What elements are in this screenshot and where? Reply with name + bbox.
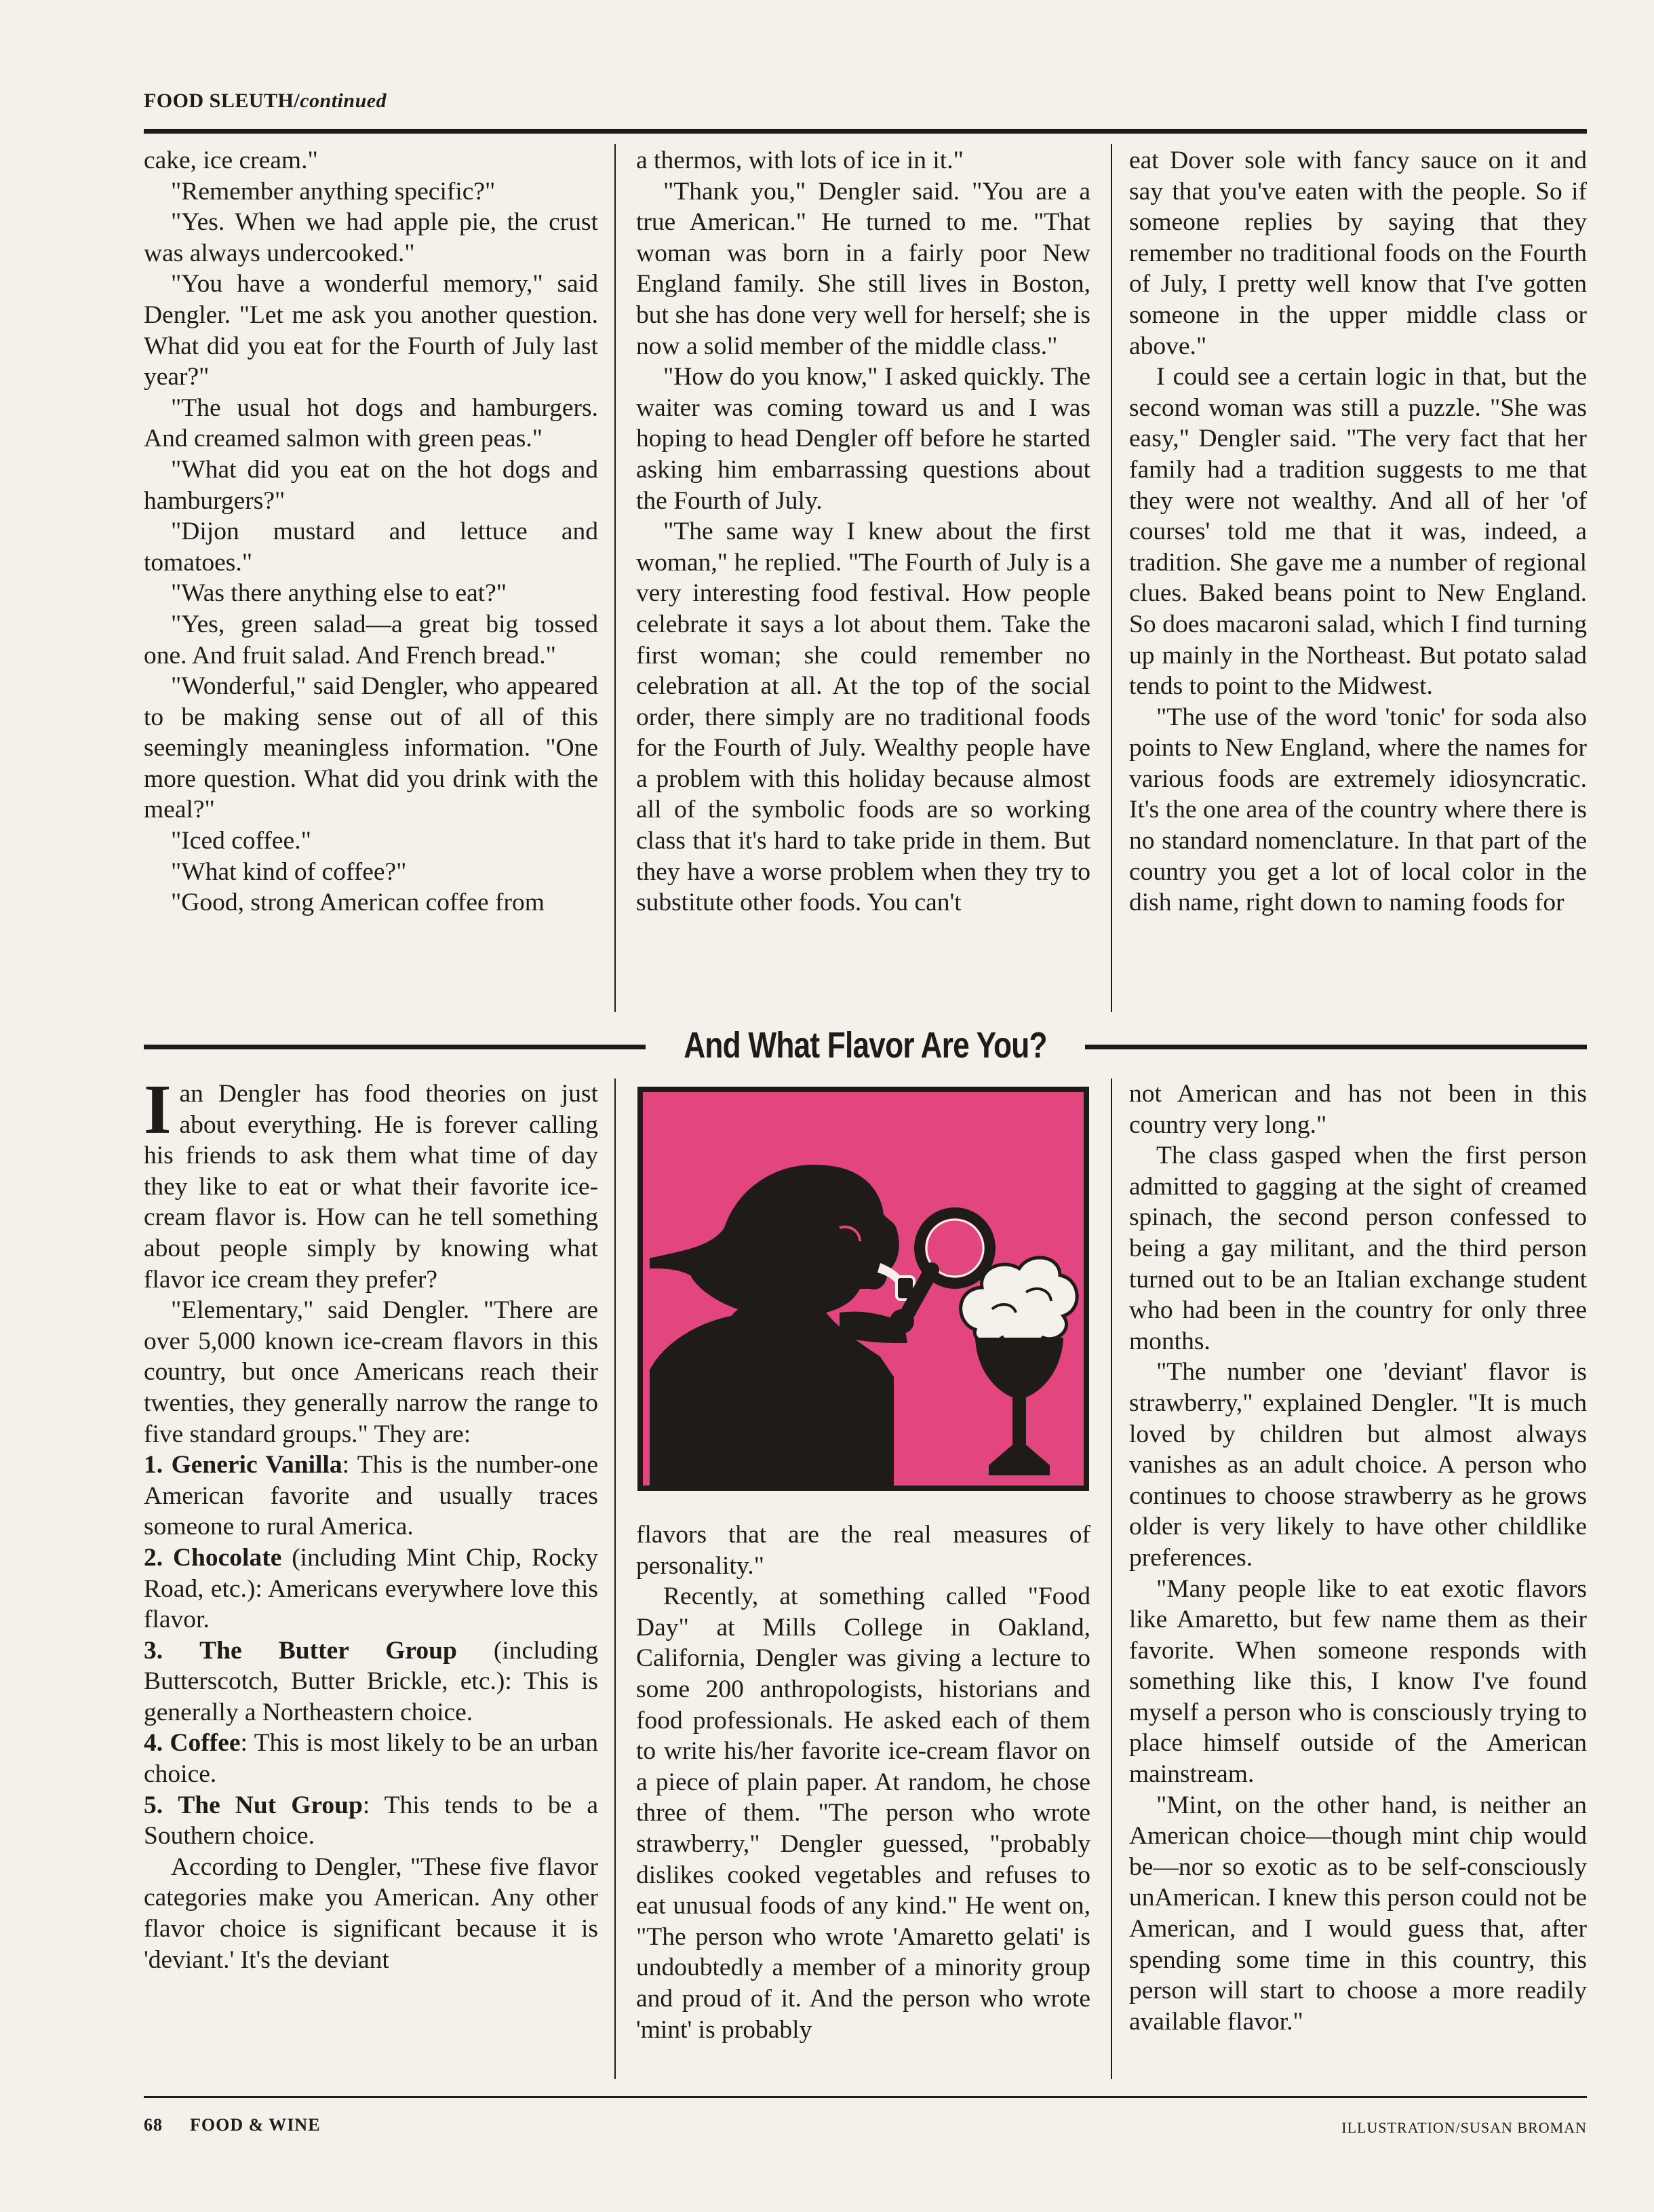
- flavor-name: Generic Vanilla: [171, 1451, 342, 1479]
- sidebar-paragraph: According to Dengler, "These five flavor categories make you American. Any other flavor choice is significant because it is 'deviant.' It's the deviant: [144, 1852, 598, 1974]
- paragraph: "Mint, on the other hand, is neither an American choice—though mint chip would be—nor so exotic as to be self-consciously unAmerican. I knew this person could not be American, and I would guess that, after spending some time in this country, this person will start to choose a more readily available flavor.": [1129, 1791, 1587, 2036]
- paragraph: "You have a wonderful memory," said Dengler. "Let me ask you another question. What did you eat for the Fourth of July last year?": [144, 270, 598, 391]
- flavor-number: 1.: [144, 1451, 163, 1479]
- paragraph: "Yes, green salad—a great big tossed one. And fruit salad. And French bread.": [144, 610, 598, 670]
- column-divider: [614, 144, 616, 1012]
- paragraph: "How do you know," I asked quickly. The waiter was coming toward us and I was hoping to head Dengler off before he started asking him embarrassing questions about the Fourth of July.: [636, 363, 1090, 515]
- paragraph: "The use of the word 'tonic' for soda also points to New England, where the names for various foods are extremely idiosyncratic. It's the one area of the country where there is no standard nomenclature. In that part of the country you get a lot of local color in the dish name, right down to naming foods for: [1129, 703, 1587, 917]
- flavor-name: Coffee: [170, 1729, 241, 1758]
- drop-cap: I: [144, 1079, 172, 1148]
- paragraph: eat Dover sole with fancy sauce on it and say that you've eaten with the people. So if someone replies by saying that they remember no traditional foods on the Fourth of July, I pretty well know that I've gotten someone in the upper middle class or above.": [1129, 147, 1587, 360]
- flavor-description: : This is the number-one American favorite and usually traces someone to rural America.: [144, 1451, 598, 1541]
- flavor-name: The Nut Group: [178, 1791, 363, 1819]
- flavor-list-item: [144, 1728, 598, 1789]
- column-divider: [1111, 144, 1112, 1012]
- column-divider: [614, 1079, 616, 2079]
- flavor-description: : This tends to be a Southern choice.: [144, 1791, 598, 1850]
- paragraph: "The usual hot dogs and hamburgers. And creamed salmon with green peas.": [144, 393, 598, 453]
- sidebar-paragraph: "Elementary," said Dengler. "There are over 5,000 known ice-cream flavors in this country, but once Americans reach their twenties, they generally narrow the range to five standard groups." They are:: [144, 1296, 598, 1448]
- running-head-continued: continued: [300, 90, 387, 112]
- top-rule: [144, 129, 1587, 134]
- paragraph: Recently, at something called "Food Day" at Mills College in Oakland, California, Dengler was giving a lecture to some 200 anthropologists, historians and food professionals. He asked each of them to write his/her favorite ice-cream flavor on a piece of plain paper. At random, he chose three of them. "The person who wrote strawberry," Dengler guessed, "probably dislikes cooked vegetables and refuses to eat unusual foods of any kind." He went on, "The person who wrote 'Amaretto gelati' is undoubtedly a member of a minority group and proud of it. And the person who wrote 'mint' is probably: [636, 1583, 1090, 2044]
- bottom-rule: [144, 2096, 1587, 2098]
- flavor-list: [144, 1450, 598, 1852]
- paragraph: "Many people like to eat exotic flavors like Amaretto, but few name them as their favorite. When someone responds with something like this, I know I've found myself a person who is consciously trying to place himself outside of the American mainstream.: [1129, 1574, 1587, 1789]
- sidebar-column-3: [1129, 1079, 1587, 2076]
- sidebar-column-2: [636, 1519, 1090, 2076]
- paragraph: "The number one 'deviant' flavor is strawberry," explained Dengler. "It is much loved by children but almost always vanishes as an adult choice. A person who continues to choose strawberry as he grows older is very likely to have other childlike preferences.: [1129, 1358, 1587, 1572]
- paragraph: "Wonderful," said Dengler, who appeared to be making sense out of all of this seemingly meaningless information. "One more question. What did you drink with the meal?": [144, 672, 598, 824]
- sidebar-intro: an Dengler has food theories on just about everything. He is forever calling his friends to ask them what time of day they like to eat or what their favorite ice-cream flavor is. How can he tell something about people simply by knowing what flavor ice cream they prefer?: [144, 1080, 598, 1294]
- paragraph: "The same way I knew about the first woman," he replied. "The Fourth of July is a very interesting food festival. How people celebrate it says a lot about them. Take the first woman; she could remember no celebration at all. At the top of the social order, there simply are no traditional foods for the Fourth of July. Wealthy people have a problem with this holiday because almost all of the symbolic foods are so working class that it's hard to take pride in them. But they have a worse problem when they try to substitute other foods. You can't: [636, 518, 1090, 917]
- paragraph: "Remember anything specific?": [171, 177, 496, 206]
- detective-illustration: [636, 1085, 1090, 1492]
- magazine-name: FOOD & WINE: [190, 2115, 321, 2135]
- column-divider: [1111, 1079, 1112, 2079]
- page-number: 68: [144, 2115, 163, 2135]
- paragraph: The class gasped when the first person admitted to gagging at the sight of creamed spinach, the second person confessed to being a gay militant, and the third person turned out to be an Italian exchange student who had been in the country for only three months.: [1129, 1142, 1587, 1355]
- article-column-1: [144, 145, 598, 1010]
- paragraph: "Good, strong American coffee from: [171, 889, 545, 917]
- paragraph: "Dijon mustard and lettuce and tomatoes.": [144, 518, 598, 577]
- paragraph: a thermos, with lots of ice in it.": [636, 147, 964, 174]
- flavor-number: 5.: [144, 1791, 163, 1819]
- sidebar-column-1: [144, 1079, 598, 2076]
- paragraph: I could see a certain logic in that, but the second woman was still a puzzle. "She was easy," Dengler said. "The very fact that her family had a tradition suggests to me that they were not wealthy. And all of her 'of courses' told me that it was, indeed, a tradition. She gave me a number of regional clues. Baked beans point to New England. So does macaroni salad, which I find turning up mainly in the Northeast. But potato salad tends to point to the Midwest.: [1129, 363, 1587, 701]
- flavor-list-item: [144, 1542, 598, 1635]
- paragraph: not American and has not been in this country very long.": [1129, 1080, 1587, 1139]
- paragraph: cake, ice cream.": [144, 147, 318, 174]
- sidebar-heading: [144, 1024, 1587, 1072]
- flavor-name: The Butter Group: [199, 1636, 457, 1665]
- paragraph: "Iced coffee.": [171, 827, 311, 855]
- paragraph: "What did you eat on the hot dogs and hamburgers?": [144, 455, 598, 515]
- paragraph: flavors that are the real measures of personality.": [636, 1521, 1090, 1580]
- flavor-description: (including Mint Chip, Rocky Road, etc.): Americans everywhere love this flavor.: [144, 1543, 598, 1634]
- paragraph: "Thank you," Dengler said. "You are a true American." He turned to me. "That woman was born in a fairly poor New England family. She still lives in Boston, but she has done very well for herself; she is now a solid member of the middle class.": [636, 177, 1090, 360]
- illustration-credit: ILLUSTRATION/SUSAN BROMAN: [1341, 2119, 1587, 2136]
- paragraph: "Yes. When we had apple pie, the crust was always undercooked.": [144, 208, 598, 267]
- running-head: [144, 90, 387, 113]
- flavor-list-item: [144, 1790, 598, 1852]
- flavor-description: : This is most likely to be an urban choice.: [144, 1729, 598, 1789]
- folio: [144, 2115, 348, 2135]
- running-head-section: FOOD SLEUTH/: [144, 90, 300, 112]
- article-column-3: [1129, 145, 1587, 1010]
- paragraph: "Was there anything else to eat?": [171, 579, 507, 608]
- flavor-name: Chocolate: [172, 1543, 282, 1572]
- flavor-list-item: [144, 1450, 598, 1542]
- flavor-number: 3.: [144, 1636, 163, 1665]
- article-column-2: [636, 145, 1090, 1010]
- flavor-number: 4.: [144, 1729, 163, 1758]
- sidebar-title: And What Flavor Are You?: [684, 1025, 1047, 1066]
- flavor-description: (including Butterscotch, Butter Brickle, etc.): This is generally a Northeastern choice.: [144, 1636, 598, 1726]
- flavor-number: 2.: [144, 1543, 163, 1572]
- flavor-list-item: [144, 1635, 598, 1728]
- paragraph: "What kind of coffee?": [171, 857, 407, 886]
